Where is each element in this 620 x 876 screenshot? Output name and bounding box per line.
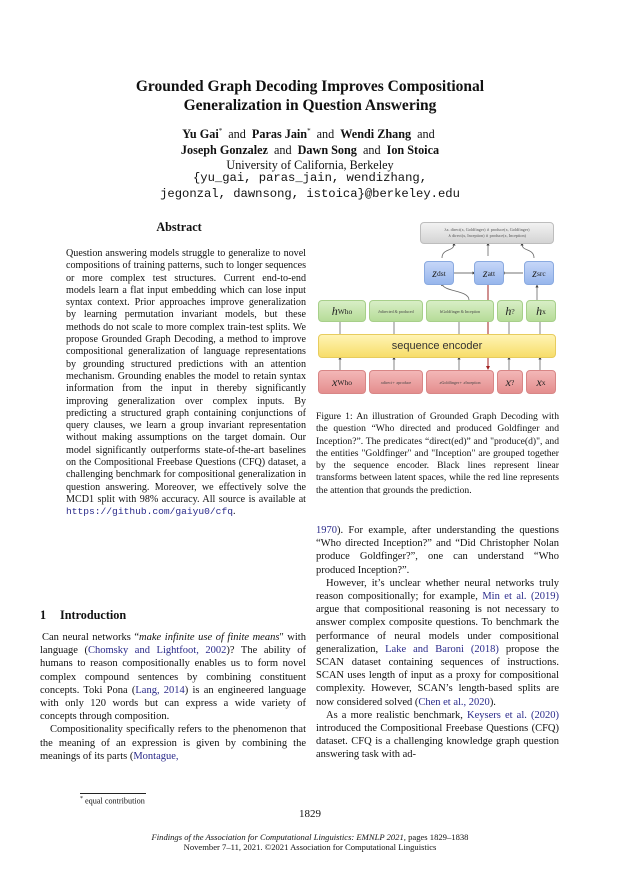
x-sub: Inception [465,379,481,385]
authors-line-2 [0,143,620,159]
x-sub: ? [510,377,515,387]
x-sub: x [541,377,546,387]
source-code-link[interactable]: https://github.com/gaiyu0/cfq [66,506,233,518]
h-sub: x [542,306,546,316]
footer-line-2: November 7–11, 2021. ©2021 Association for Computational Linguistics [183,842,437,852]
h-base: h [505,303,512,318]
citation-chomsky[interactable]: Chomsky and Lightfoot, 2002 [87,645,227,657]
x-base: + x [391,379,399,385]
abstract-text: Question answering models struggle to generalize to novel compositions of training patterns, such to longer sequences or more complex test structures. Current end-to-end models learn a flat input embedding which can lose input syntax context. Prior approaches improve generalization by learning permutation invariant models, but these methods do not scale to more complex train-test splits. We propose Grounded Graph Decoding, a method to improve compositional generalization of language representations by grounding structured predictions with an attention mechanism. Grounding enables the model to retain syntax information from the input in thereby significantly improving generalization over complex inputs. By predicting a structured graph containing conjunctions of query clauses, we learn a group invariant representation without making assumptions on the target domain. Our model significantly outperforms state-of-the-art baselines on the Compositional Freebase Questions (CFQ) dataset, a challenging benchmark for compositional generalization in question answering. Moreover, we effectively solve the MCD1 split with 98% accuracy. All source is available at [66,248,306,505]
x-node-direct-produce [369,370,423,394]
h-base: h [536,303,543,318]
and-word: and [228,127,246,142]
h-node-x [526,300,556,322]
author-name: Yu Gai [182,127,219,142]
section-title: Introduction [60,608,127,622]
citation-chen[interactable]: Chen et al., 2020 [418,696,490,708]
page-footer [0,832,620,852]
x-sub: produce [398,379,412,385]
text: Compositionality specifically refers to the phenomenon that the meaning of an expression is given by combining the meanings of its parts ( [40,724,306,762]
caption-paragraph [316,411,559,497]
z-base: z [482,265,488,280]
intro-paragraph-1 [40,631,306,723]
h-node-who [318,300,366,322]
z-sub: dst [436,268,446,278]
sequence-encoder-block [318,334,556,358]
and-word: and [417,127,435,142]
h-sub: directed & produced [380,308,414,314]
encoder-label: sequence encoder [391,340,483,352]
z-sub: att [487,268,496,278]
citation-keysers[interactable]: Keysers et al. (2020) [467,709,559,721]
z-node-src [524,261,554,285]
text: However, it’s unclear whether neural networks truly reason compositionally; for example, [316,577,559,603]
and-word: and [316,127,335,142]
affiliation: University of California, Berkeley [226,158,394,173]
h-base: h [439,308,443,314]
authors-line-1 [0,124,620,143]
page-number: 1829 [299,808,321,820]
text: As a more realistic benchmark, [326,709,468,721]
intro-paragraph-4 [316,577,559,709]
text: " with language ( [40,632,306,657]
z-node-dst [424,261,454,285]
intro-right-column [316,524,559,762]
title-line-2: Generalization in Question Answering [183,97,437,114]
and-word: and [273,142,292,157]
period: . [232,506,236,518]
text: introduced the Compositional Freebase Questions (CFQ) dataset. CFQ is a challenging knowledge graph question answering task with ad- [316,723,559,761]
footnote [80,796,145,806]
intro-paragraph-5 [316,709,559,762]
h-base: h [378,308,381,314]
footnote-mark: * [80,796,83,802]
output-line-2: ∧ direct(x, Inception) ∧ produce(x, Inception) [448,233,526,238]
and-word: and [362,142,381,157]
x-node-question-mark [497,370,523,394]
h-base: h [331,303,338,318]
quote: make infinite use of finite means [139,632,280,643]
author-block [0,124,620,174]
citation-montague-year[interactable]: 1970 [316,525,337,536]
x-base: x [439,379,442,385]
x-sub: Who [337,377,352,387]
footnote-rule [80,793,146,794]
x-base: x [380,379,383,385]
abstract-paragraph [66,248,306,519]
section-heading-introduction [40,608,126,623]
text: Can neural networks “ [42,632,140,643]
output-line-1: λx. direct(x, Goldfinger) ∧ produce(x, Goldfinger) [444,227,530,232]
emails-line-2: jegonzal, dawnsong, istoica}@berkeley.edu [160,186,460,201]
output-logical-form [420,222,554,244]
intro-paragraph-3 [316,524,559,577]
author-name: Joseph Gonzalez [180,142,268,157]
paper-title [0,77,620,115]
h-sub: ? [511,306,515,316]
citation-lang[interactable]: Lang, 2014 [135,684,185,696]
x-sub: Goldfinger [441,379,460,385]
x-node-x [526,370,556,394]
author-name: Wendi Zhang [340,127,412,142]
venue: Findings of the Association for Computational Linguistics: EMNLP 2021 [151,832,404,842]
footnote-text: equal contribution [85,796,145,806]
h-sub: Goldfinger & Inception [442,308,481,314]
z-base: z [532,265,537,280]
x-base: x [505,374,511,389]
x-node-who [318,370,366,394]
x-node-goldfinger-inception [426,370,494,394]
footer-line-1 [0,832,620,842]
author-name: Paras Jain [251,127,308,142]
author-name: Dawn Song [297,142,357,157]
citation-montague[interactable]: Montague, [133,750,179,762]
author-emails [0,171,620,202]
text: argue that compositional reasoning is not necessary to answer complex composite questions. To benchmark the performance of neural models under compositional generalization, [316,604,559,655]
pages: , pages 1829–1838 [403,832,469,842]
section-number: 1 [40,608,47,622]
h-node-goldfinger-inception [426,300,494,322]
intro-left-column [40,631,306,763]
x-sub: direct [382,379,392,385]
x-base: x [332,374,338,389]
h-sub: Who [337,306,353,316]
text: propose the SCAN dataset containing sequences of instructions. SCAN uses length of input as a proxy for compositional complexity. However, SCAN’s length-based splits are now considered solved ( [316,643,560,708]
abstract-heading: Abstract [156,220,202,234]
intro-paragraph-2 [40,723,306,763]
x-base: x [536,374,542,389]
citation-min[interactable]: Min et al. (2019) [482,591,560,603]
text: ) is an engineered language with only 120 words but can express a wide variety of concepts through composition. [40,684,306,723]
z-node-att [474,261,504,285]
text: )? The ability of humans to reason compositionally enables us to form novel complex compound sentences by combining constituent concepts. Toki Pona ( [40,645,306,696]
author-name: Ion Stoica [386,142,440,157]
text: ). For example, after understanding the questions “Who directed Inception?” and “Did Christopher Nolan produce Goldfinger?”, one can understand “Who produced Inception?”. [316,525,559,576]
citation-lake-baroni[interactable]: Lake and Baroni (2018) [385,643,499,655]
emails-line-1: {yu_gai, paras_jain, wendizhang, [192,171,428,185]
h-node-question-mark [497,300,523,322]
title-line-1: Grounded Graph Decoding Improves Compositional [135,78,485,95]
figure-1-diagram [314,218,562,400]
caption-text: An illustration of Grounded Graph Decoding with the question “Who directed and produced Goldfinger and Inception?”. The predicates “direct(ed)” and "produce(d)", and the entities "Goldfinger" and "Inception" are grouped together by the sequence encoder. Black lines represent linear transforms between latent spaces, while the red line represents the attention that grounds the prediction. [316,411,559,496]
z-base: z [432,265,437,280]
equal-contribution-mark: * [307,127,311,135]
equal-contribution-mark: * [218,127,223,135]
abstract-body [60,248,306,519]
z-sub: src [536,268,546,278]
figure-1-caption [316,411,559,497]
x-base: + x [459,379,466,385]
text: ). [489,696,496,708]
h-node-directed-produced [369,300,423,322]
caption-label: Figure 1: [316,411,353,422]
